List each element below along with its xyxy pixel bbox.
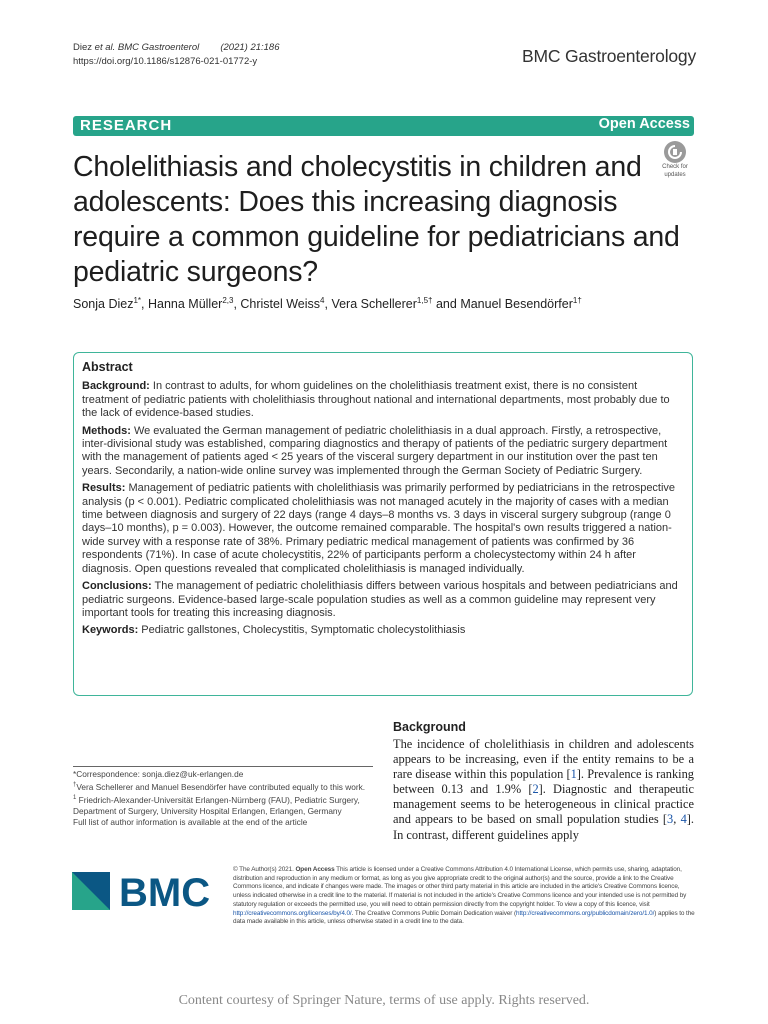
check-for-updates-icon bbox=[664, 141, 686, 163]
license-text: . The Creative Commons Public Domain Dedication waiver ( bbox=[351, 909, 517, 917]
equal-contribution-note bbox=[73, 780, 373, 793]
citation-etal: et al. bbox=[94, 42, 116, 53]
footnote-text: Vera Schellerer and Manuel Besendörfer have contributed equally to this work. bbox=[76, 781, 366, 792]
abstract-methods bbox=[82, 425, 684, 479]
section-text: The management of pediatric cholelithiasis differs between various hospitals and between pediatricians and pediatric surgeons. Evidence-based large-scale population studies as well as a common guideline may represent very important tools for treating this increasing diagnosis. bbox=[82, 580, 678, 619]
author: Hanna Müller bbox=[147, 297, 223, 312]
license-text: This article is licensed under a Creative Commons Attribution 4.0 International License, which permits use, sharing, adaptation, distribution and reproduction in any medium or format, as long as you give appropriate credit to the original author(s) and the source, provide a link to the Creative Commons licence, and indicate if changes were made. The images or other third party material in this article are included in the article's Creative Commons licence, unless indicated otherwise in a credit line to the material. If material is not included in the article's Creative Commons licence and your intended use is not permitted by statutory regulation or exceeds the permitted use, you will need to obtain permission directly from the copyright holder. To view a copy of this licence, visit bbox=[233, 866, 687, 908]
abstract-box bbox=[73, 352, 693, 696]
author-info-note: Full list of author information is available at the end of the article bbox=[73, 817, 308, 828]
footnotes bbox=[73, 769, 373, 829]
author-separator: , bbox=[233, 297, 241, 312]
correspondence-note: *Correspondence: sonja.diez@uk-erlangen.de bbox=[73, 769, 244, 779]
license-open-access: Open Access bbox=[295, 866, 335, 873]
article-type-banner bbox=[73, 116, 694, 136]
bmc-logo bbox=[72, 872, 217, 912]
affiliation-note bbox=[73, 793, 373, 817]
text-run: ]. Prevalence is ranking between 0.13 and 1.9% [ bbox=[393, 767, 694, 797]
author: Sonja Diez bbox=[73, 297, 134, 312]
author-affiliation: 4 bbox=[320, 296, 325, 305]
license-link[interactable]: http://creativecommons.org/licenses/by/4.0/ bbox=[233, 909, 352, 917]
citation-link[interactable]: 2 bbox=[532, 782, 539, 797]
text-run: , bbox=[673, 812, 681, 827]
author-affiliation: 2,3 bbox=[222, 296, 234, 305]
abstract-keywords bbox=[82, 624, 684, 637]
license-text: © The Author(s) 2021. bbox=[233, 866, 296, 873]
license-notice bbox=[233, 866, 695, 927]
text-run: ]. In contrast, different guidelines apply bbox=[393, 812, 694, 842]
citation-year: (2021) 21:186 bbox=[220, 42, 280, 53]
author-affiliation: 1* bbox=[133, 296, 142, 305]
footnote-mark: 1 bbox=[73, 795, 77, 802]
author: Christel Weiss bbox=[240, 297, 321, 312]
journal-name: BMC Gastroenterology bbox=[522, 46, 696, 66]
public-domain-link[interactable]: http://creativecommons.org/publicdomain/zero/1.0/ bbox=[516, 909, 655, 917]
footnote-mark: † bbox=[73, 782, 77, 789]
section-text: In contrast to adults, for whom guidelines on the cholelithiasis treatment exist, there is no consistent treatment of pediatric patients with cholelithiasis throughout national and international departments, most probably due to the lack of evidence-based studies. bbox=[82, 380, 670, 420]
courtesy-footer: Content courtesy of Springer Nature, terms of use apply. Rights reserved. bbox=[178, 993, 590, 1008]
article-title: Cholelithiasis and cholecystitis in children and adolescents: Does this increasing diagnosis require a common guideline for pediatricians and pediatric surgeons? bbox=[73, 151, 680, 288]
author-affiliation: 1† bbox=[572, 296, 582, 305]
citation-link[interactable]: 1 bbox=[570, 767, 577, 782]
section-label: Background: bbox=[82, 380, 150, 393]
section-label: Methods: bbox=[82, 424, 131, 437]
section-label: Keywords: bbox=[82, 624, 139, 637]
text-run: The incidence of cholelithiasis in children and adolescents appears to be increasing, even if the entity remains to be a rare disease within this population [ bbox=[393, 737, 694, 782]
background-heading: Background bbox=[393, 720, 466, 734]
author: Manuel Besendörfer bbox=[460, 297, 573, 312]
author-list bbox=[73, 296, 582, 311]
check-for-updates-line2: updates bbox=[664, 172, 686, 178]
citation-authors: Diez bbox=[73, 42, 95, 53]
section-text: Pediatric gallstones, Cholecystitis, Symptomatic cholecystolithiasis bbox=[138, 624, 466, 637]
abstract-results bbox=[82, 482, 684, 576]
footnote-text: Friedrich-Alexander-Universität Erlangen-Nürnberg (FAU), Pediatric Surgery, Department of Surgery, University Hospital Erlangen, Erlangen, Germany bbox=[73, 794, 360, 817]
abstract-conclusions bbox=[82, 580, 684, 620]
citation-journal: BMC Gastroenterol bbox=[115, 42, 200, 53]
article-type-label: RESEARCH bbox=[80, 117, 173, 134]
author: Vera Schellerer bbox=[331, 297, 417, 312]
check-for-updates-line1: Check for bbox=[662, 164, 688, 170]
bmc-logo-text: BMC bbox=[119, 872, 211, 912]
open-access-label: Open Access bbox=[598, 116, 690, 132]
section-text: We evaluated the German management of pediatric cholelithiasis in a dual approach. Firstly, a retrospective, inter-divisional study was established, comparing diagnostics and therapy of patients of the pediatric surgery department with the management of patients aged < 25 years of the visceral surgery department in our institution over the past ten years. Secondarily, a nation-wide online survey was implemented through the German Society of Pediatric Surgery. bbox=[82, 424, 668, 477]
citation-header bbox=[73, 41, 280, 69]
abstract-heading: Abstract bbox=[82, 360, 133, 374]
section-label: Results: bbox=[82, 482, 126, 495]
author-separator: , bbox=[324, 297, 332, 312]
citation-link[interactable]: 4 bbox=[680, 812, 687, 827]
author-separator: , bbox=[141, 297, 148, 312]
footnote-divider bbox=[73, 766, 373, 767]
text-run: ]. Diagnostic and therapeutic management seems to be heterogeneous in clinical practice and appears to be based on small population studies [ bbox=[393, 782, 694, 827]
author-affiliation: 1,5† bbox=[416, 296, 433, 305]
check-for-updates-badge[interactable] bbox=[655, 141, 695, 181]
citation-line bbox=[73, 41, 280, 55]
abstract-background bbox=[82, 380, 684, 420]
author-separator: and bbox=[432, 297, 461, 312]
license-text: ) applies to the data made available in this article, unless otherwise stated in a credit line to the data. bbox=[233, 909, 695, 926]
doi-link[interactable]: https://doi.org/10.1186/s12876-021-01772-y bbox=[73, 56, 258, 67]
section-text: Management of pediatric patients with cholelithiasis was primarily performed by pediatricians in the retrospective analysis (p < 0.001). Pediatric complicated cholelithiasis was not managed acutely in the majority of cases with a median time between diagnosis and surgery of 22 days (range 4 days–8 months vs. 3 days in visceral surgery subgroup (range 0 days–10 months), p = 0.003). However, the outcome remained comparable. The hospital's own results triggered a nation-wide survey with a response rate of 38%. Primary pediatric medical management of patients was confirmed by 36 respondents (71%). In case of acute cholecystitis, 22% of participants perform a cholecystectomy within 24 h after diagnosis. Open questions revealed that complicated cholelithiasis is managed individually. bbox=[82, 482, 676, 575]
citation-link[interactable]: 3 bbox=[667, 812, 674, 827]
background-paragraph bbox=[393, 737, 694, 843]
section-label: Conclusions: bbox=[82, 580, 152, 593]
